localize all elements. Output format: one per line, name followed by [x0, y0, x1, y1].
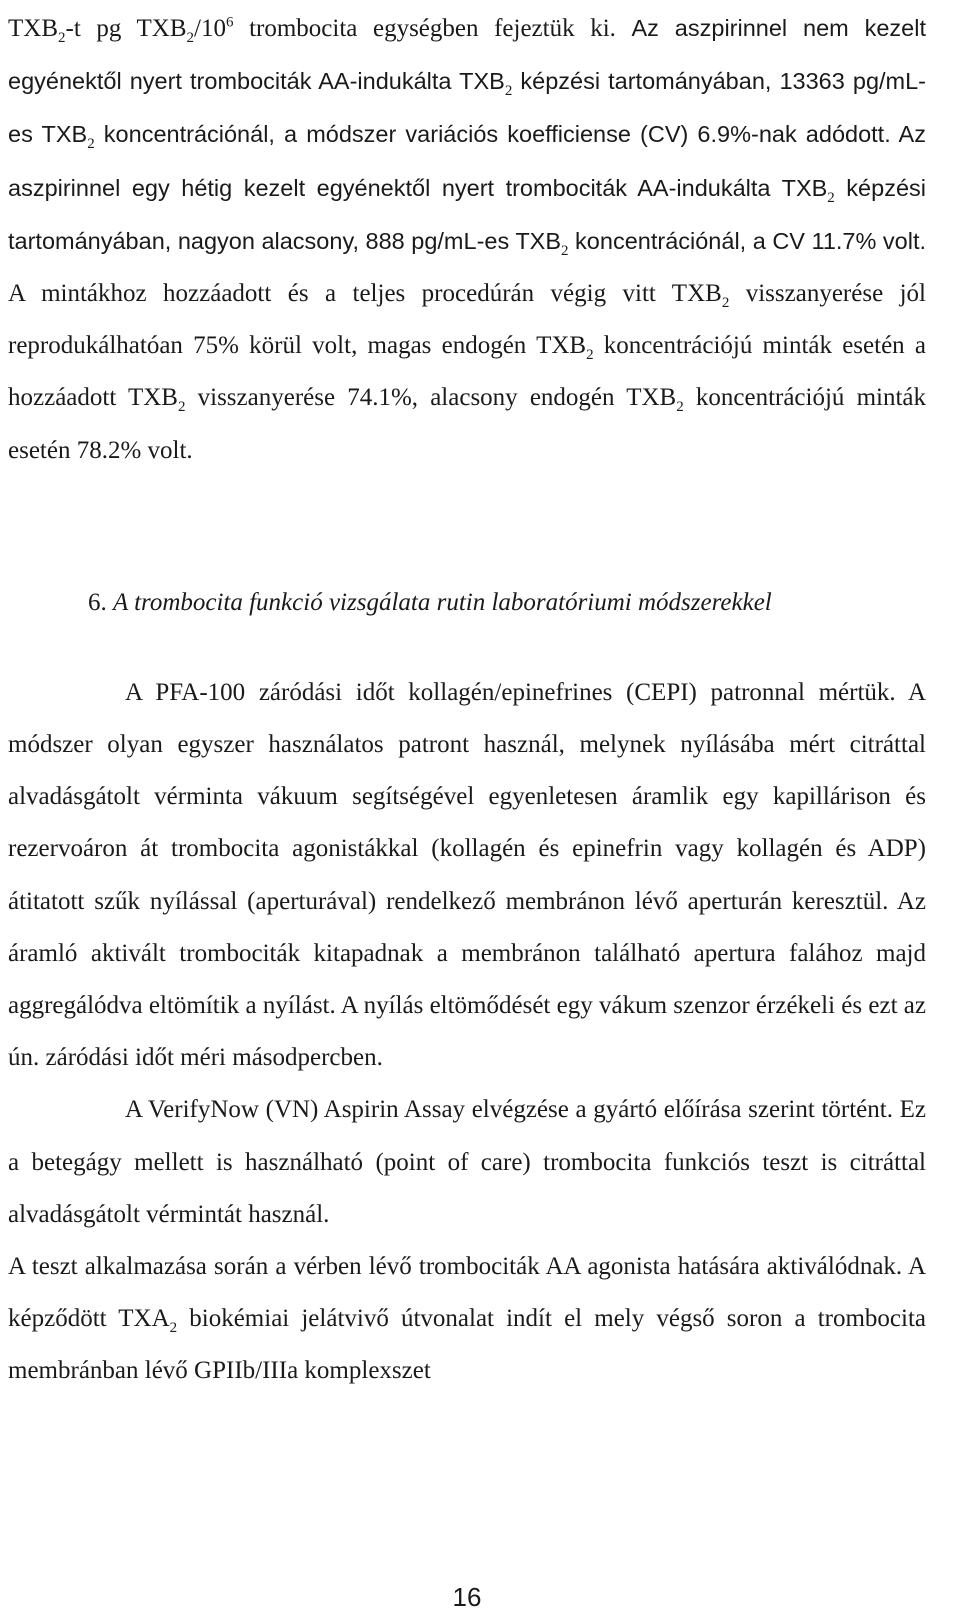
text-run: képzési tartományában, 13363 pg/mL-es TXB [8, 68, 927, 148]
subscript: 2 [504, 83, 513, 100]
section-heading [8, 577, 926, 629]
superscript: 6 [225, 14, 234, 31]
text-run: trombocita egységben fejeztük ki. [233, 15, 632, 42]
paragraph-verifynow: A VerifyNow (VN) Aspirin Assay elvégzése a gyártó előírása szerint történt. Ez a betegágy mellett is használható (point of care) trombocita funkciós teszt is citráttal alvadásgátolt vérmintát használ. [8, 1096, 926, 1228]
text-run: visszanyerése 74.1%, alacsony endogén TXB [185, 384, 677, 412]
text-run: biokémiai jelátvivő útvonalat indít el mely végső soron a trombocita membránban lévő GPIIb/IIIa komplexszet [8, 1305, 927, 1385]
text-run: koncentrációjú minták esetén 78.2% volt. [8, 384, 927, 464]
spacer [8, 477, 926, 577]
subscript: 2 [827, 189, 835, 206]
text-run: képzési tartományában, nagyon alacsony, 888 pg/mL-es TXB [8, 174, 926, 254]
document-page [8, 2, 926, 1398]
paragraph-pfa100: A PFA-100 záródási időt kollagén/epinefrines (CEPI) patronnal mértük. A módszer olyan egyszer használatos patront használ, melynek nyílásába mért citráttal alvadásgátolt vérminta vákuum segítségével egyenletesen áramlik egy kapillárison és rezervoáron át trombocita agonistákkal (kollagén és epinefrin vagy kollagén és ADP) átitatott szűk nyílással (aperturával) rendelkező membránon lévő aperturán keresztül. Az áramló aktivált trombociták kitapadnak a membránon található apertura falához majd aggregálódva eltömítik a nyílást. A nyílás eltömődését egy vákum szenzor érzékeli és ezt az ún. záródási időt méri másodpercben. [8, 678, 926, 1072]
subscript: 2 [721, 295, 730, 312]
subscript: 2 [561, 242, 569, 259]
text-run: koncentrációnál, a módszer variációs koefficiense (CV) 6.9%-nak adódott. Az aszpirinnel egy hétig kezelt egyénektől nyert trombociták AA-indukálta TXB [8, 121, 926, 201]
subscript: 2 [58, 30, 66, 46]
subscript: 2 [177, 399, 186, 416]
page-number: 16 [452, 1582, 482, 1612]
spacer [8, 629, 926, 667]
section-number: 6. [88, 588, 107, 616]
text-run: Az aszpirinnel nem kezelt egyénektől nyert trombociták AA-indukálta TXB [8, 15, 926, 95]
subscript: 2 [586, 347, 594, 364]
subscript: 2 [186, 30, 195, 46]
text-run: A mintákhoz hozzáadott és a teljes procedúrán végig vitt TXB [8, 280, 722, 308]
text-run: TXB [8, 15, 58, 42]
subscript: 2 [87, 136, 95, 153]
text-run: koncentrációnál, a CV 11.7% volt. [568, 227, 927, 254]
text-run: koncentrációjú minták esetén a hozzáadott TXB [8, 332, 926, 412]
section-title: A trombocita funkció vizsgálata rutin laboratóriumi módszerekkel [113, 588, 772, 616]
text-run: -t pg TXB [65, 15, 187, 42]
paragraph-txb2-results [8, 2, 926, 477]
text-run: visszanyerése jól reprodukálhatóan 75% körül volt, magas endogén TXB [8, 280, 926, 360]
paragraph-test-application [8, 1241, 926, 1398]
subscript: 2 [169, 1320, 178, 1337]
text-run: /10 [194, 15, 226, 42]
text-run: A teszt alkalmazása során a vérben lévő trombociták AA agonista hatására aktiválódnak. A képződött TXA [8, 1253, 926, 1333]
subscript: 2 [676, 399, 684, 416]
